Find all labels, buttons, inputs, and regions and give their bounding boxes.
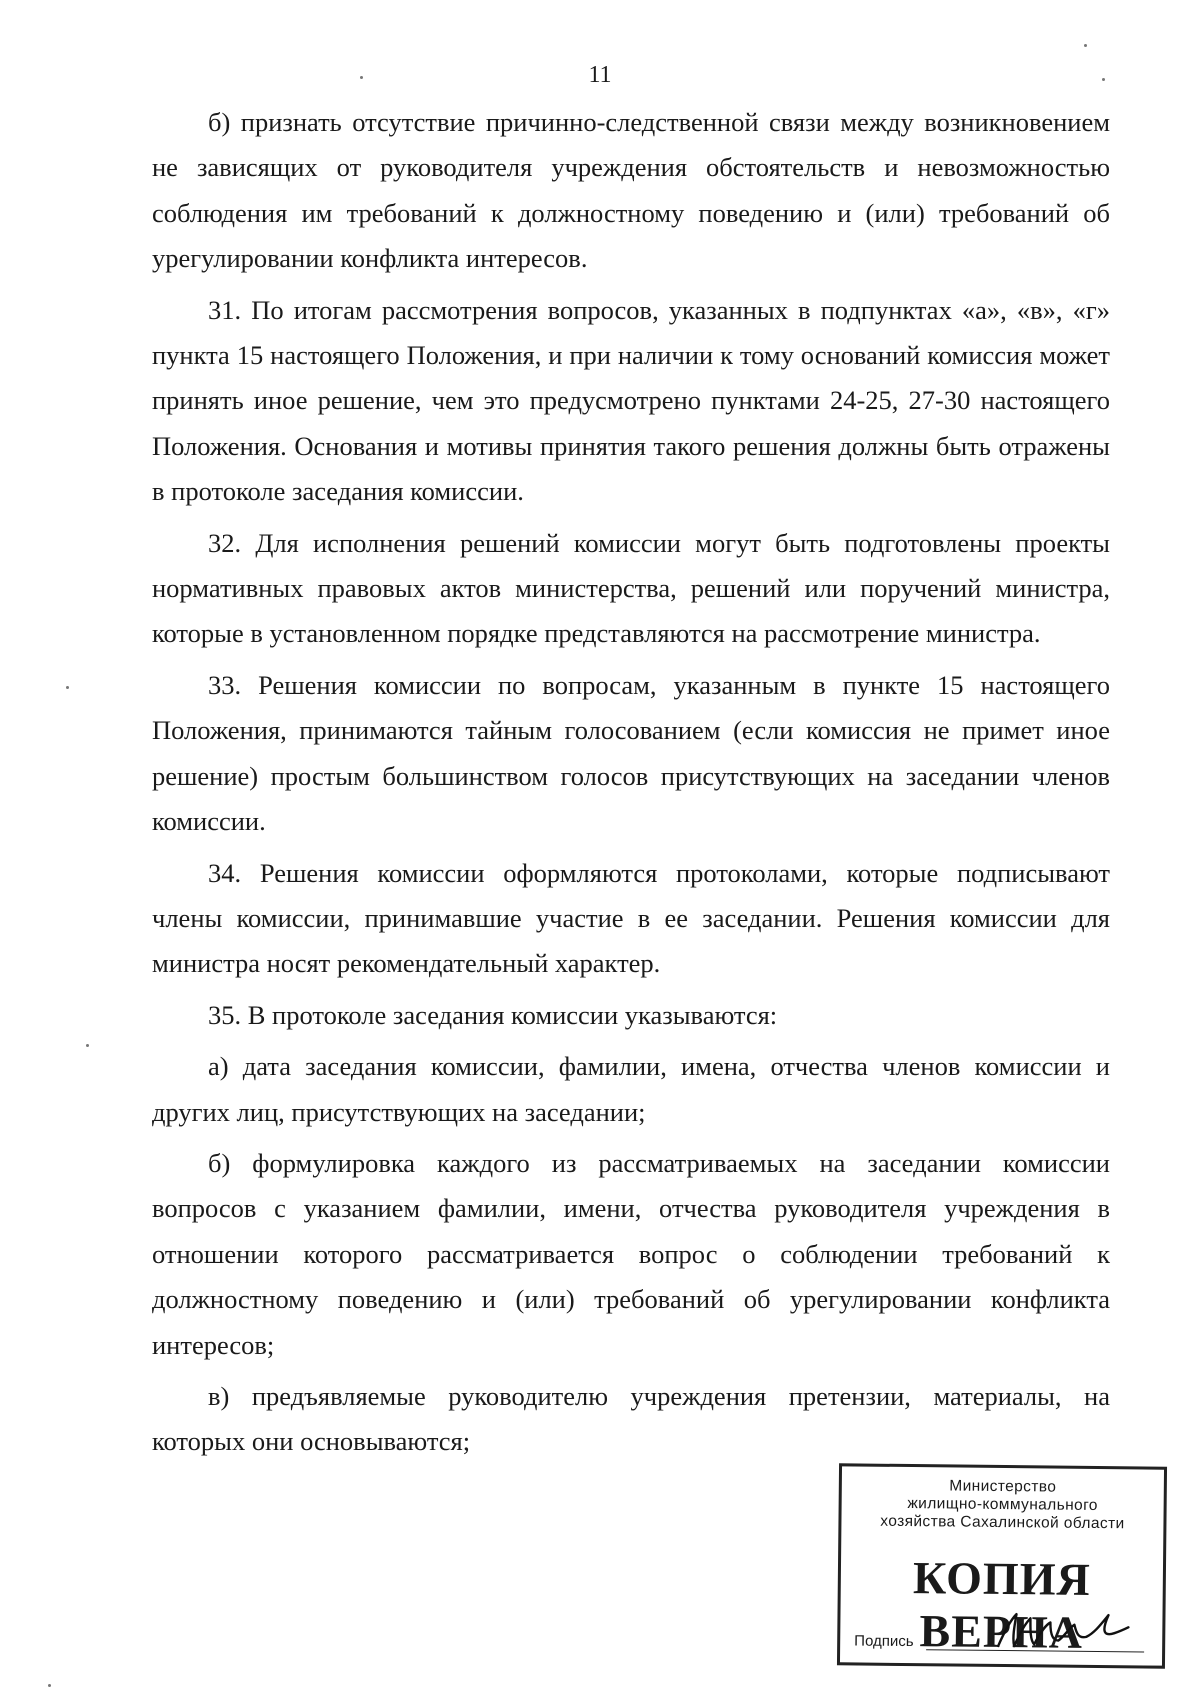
scan-speck	[360, 76, 363, 79]
paragraph-33: 33. Решения комиссии по вопросам, указанным в пункте 15 настоящего Положения, принимаются тайным голосованием (если комиссия не примет иное решение) простым большинством голосов присутствующих на заседании членов комиссии.	[152, 669, 1110, 837]
stamp-title: КОПИЯ ВЕРНА	[912, 1552, 1092, 1658]
certified-copy-stamp	[837, 1463, 1167, 1668]
paragraph-35a: а) дата заседания комиссии, фамилии, имена, отчества членов комиссии и других лиц, присутствующих на заседании;	[152, 1051, 1110, 1127]
paragraph-34: 34. Решения комиссии оформляются протоколами, которые подписывают члены комиссии, принимавшие участие в ее заседании. Решения комиссии для министра носят рекомендательный характер.	[152, 857, 1110, 979]
document-body	[152, 100, 1110, 1465]
scan-speck	[1102, 78, 1105, 81]
paragraph-35: 35. В протоколе заседания комиссии указываются:	[208, 999, 778, 1030]
stamp-organization	[849, 1476, 1156, 1533]
stamp-org-line: хозяйства Сахалинской области	[880, 1512, 1125, 1533]
scan-speck	[1084, 44, 1087, 47]
paragraph-31: 31. По итогам рассмотрения вопросов, указанных в подпунктах «а», «в», «г» пункта 15 настоящего Положения, и при наличии к тому оснований комиссия может принять иное решение, чем это предусмотрено пунктами 24-25, 27-30 настоящего Положения. Основания и мотивы принятия такого решения должны быть отражены в протоколе заседания комиссии.	[152, 294, 1110, 507]
scan-speck	[66, 686, 69, 689]
stamp-org-line: Министерство	[949, 1477, 1057, 1496]
paragraph-35b: б) формулировка каждого из рассматриваемых на заседании комиссии вопросов с указанием фамилии, имени, отчества руководителя учреждения в отношении которого рассматривается вопрос о соблюдении требований к должностному поведению и (или) требований об урегулировании конфликта интересов;	[152, 1147, 1110, 1360]
stamp-org-line: жилищно-коммунального	[907, 1495, 1098, 1514]
paragraph-30b: б) признать отсутствие причинно-следственной связи между возникновением не зависящих от руководителя учреждения обстоятельств и невозможностью соблюдения им требований к должностному поведению и (или) требований об урегулировании конфликта интересов.	[152, 107, 1110, 274]
page-number: 11	[588, 62, 612, 88]
paragraph-32: 32. Для исполнения решений комиссии могут быть подготовлены проекты нормативных правовых актов министерства, решений или поручений министра, которые в установленном порядке представляются на рассмотрение министра.	[152, 527, 1110, 649]
handwritten-signature	[990, 1602, 1131, 1655]
paragraph-35v: в) предъявляемые руководителю учреждения претензии, материалы, на которых они основываются;	[152, 1380, 1110, 1457]
scan-speck	[86, 1044, 89, 1047]
stamp-signature-label: Подпись	[854, 1632, 914, 1651]
scan-speck	[48, 1684, 51, 1687]
